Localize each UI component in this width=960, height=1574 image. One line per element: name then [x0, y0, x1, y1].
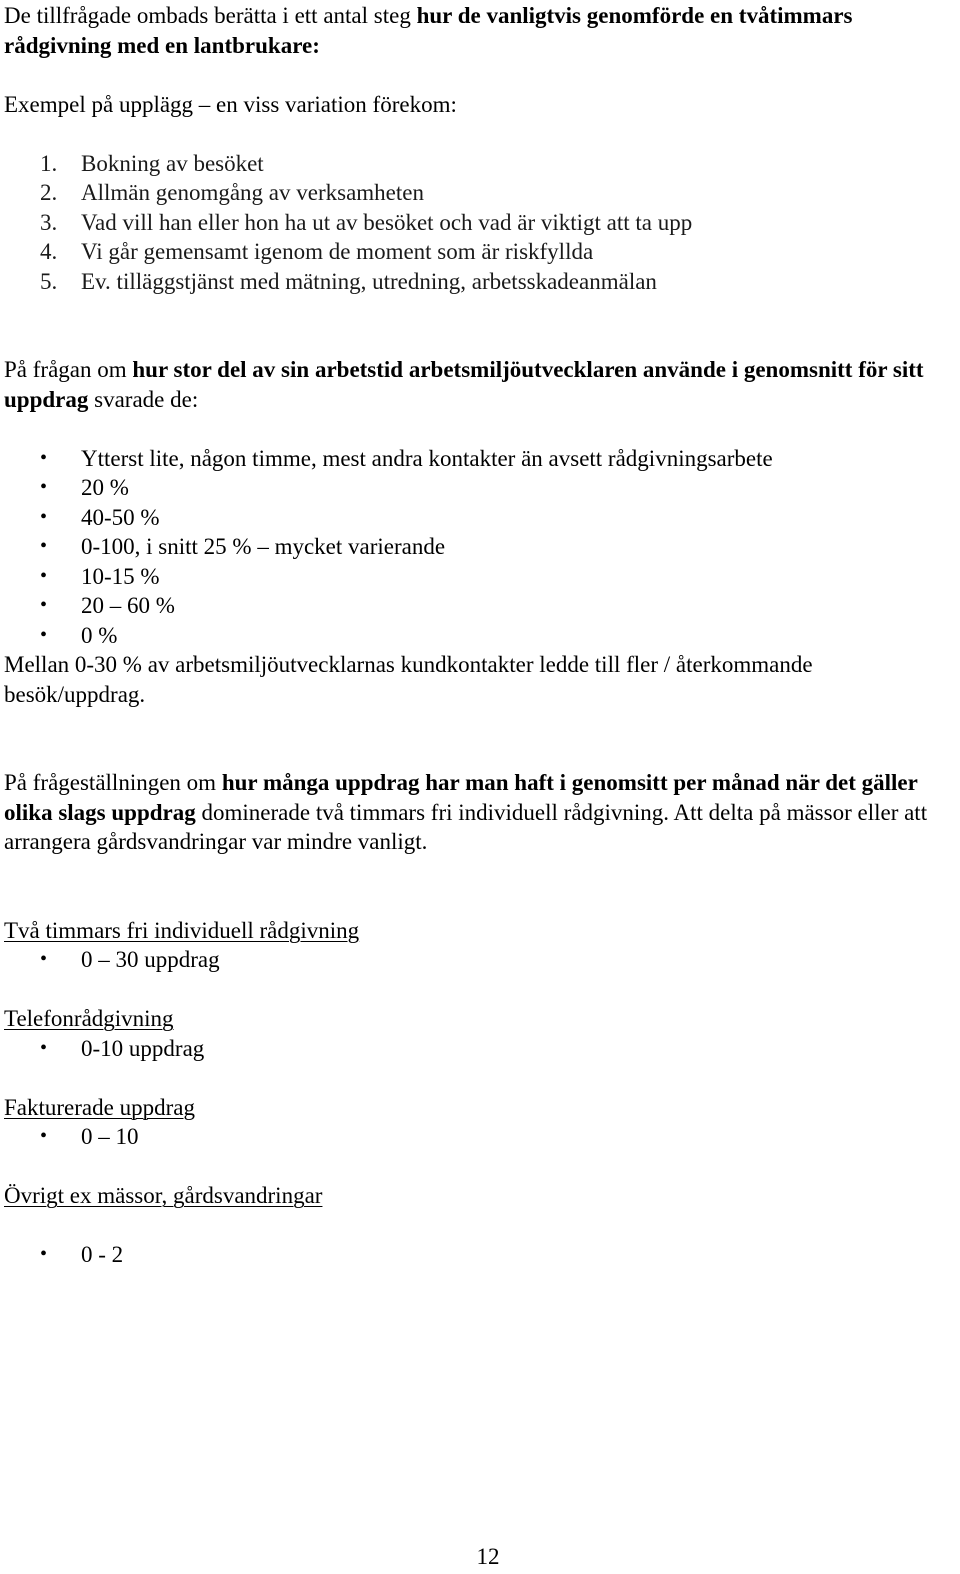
list-item: [4, 562, 956, 592]
document-page: [4, 1, 956, 1270]
list-text: 10-15 %: [81, 563, 160, 589]
category-list: [4, 945, 956, 975]
list-item: [4, 532, 956, 562]
category-list: [4, 1034, 956, 1064]
bullet-icon: •: [40, 1125, 48, 1147]
question2-tail: svarade de:: [88, 386, 199, 412]
question3-paragraph: [4, 768, 956, 857]
bullet-icon: •: [40, 564, 48, 587]
category-list: [4, 1122, 956, 1152]
question2-lead: På frågan om: [4, 357, 133, 382]
list-item: [4, 208, 956, 238]
list-item: [4, 503, 956, 533]
category-heading: Två timmars fri individuell rådgivning: [4, 917, 360, 943]
steps-list: [4, 149, 956, 297]
list-number: 5.: [40, 268, 58, 294]
list-item: [4, 237, 956, 267]
list-text: Vad vill han eller hon ha ut av besöket och vad är viktigt att ta upp: [81, 209, 693, 235]
question2-bold: hur stor del av sin arbetstid arbetsmiljöutvecklaren använde i genomsnitt för sitt uppdrag: [4, 357, 924, 412]
list-text: 0 – 30 uppdrag: [81, 947, 220, 972]
question2-paragraph: [4, 355, 956, 414]
list-item: [4, 473, 956, 503]
list-text: Vi går gemensamt igenom de moment som är riskfyllda: [81, 239, 594, 264]
answers-list: [4, 444, 956, 651]
list-text: Allmän genomgång av verksamheten: [81, 180, 424, 205]
list-item: [4, 267, 956, 297]
list-text: 40-50 %: [81, 504, 160, 530]
intro-paragraph: [4, 1, 956, 60]
category-list: [4, 1240, 956, 1270]
list-text: 20 %: [81, 475, 129, 500]
list-text: 0 %: [81, 622, 118, 648]
intro-lead: De tillfrågade ombads berätta i ett antal steg: [4, 3, 417, 28]
list-item: [4, 591, 956, 621]
list-number: 3.: [40, 209, 58, 235]
bullet-icon: •: [40, 476, 48, 498]
bullet-icon: •: [40, 505, 48, 528]
question3-tail: dominerade två timmars fri individuell rådgivning. Att delta på mässor eller att arrangera gårdsvandringar var mindre vanligt.: [4, 799, 928, 854]
list-number: 2.: [40, 180, 58, 205]
example-label: Exempel på upplägg – en viss variation förekom:: [4, 91, 457, 117]
list-number: 1.: [40, 150, 58, 176]
list-item: [4, 1240, 956, 1270]
list-text: Ytterst lite, någon timme, mest andra kontakter än avsett rådgivningsarbete: [81, 445, 773, 471]
list-item: [4, 1122, 956, 1152]
list-text: 0 – 10: [81, 1124, 139, 1149]
list-item: [4, 149, 956, 179]
bullet-icon: •: [40, 594, 48, 616]
page-number: 12: [476, 1544, 500, 1569]
list-item: [4, 178, 956, 208]
intro-bold: hur de vanligtvis genomförde en tvåtimmars rådgivning med en lantbrukare:: [4, 3, 853, 58]
question3-lead: På frågeställningen om: [4, 770, 222, 795]
list-item: [4, 945, 956, 975]
bullet-icon: •: [40, 623, 48, 646]
bullet-icon: •: [40, 1036, 48, 1059]
list-text: 0 - 2: [81, 1242, 124, 1267]
list-text: 20 – 60 %: [81, 593, 175, 618]
bullet-icon: •: [40, 1243, 48, 1265]
bullet-icon: •: [40, 948, 48, 970]
bullet-icon: •: [40, 535, 48, 557]
list-item: [4, 1034, 956, 1064]
category-heading: Telefonrådgivning: [4, 1006, 174, 1031]
category-heading: Övrigt ex mässor, gårdsvandringar: [4, 1183, 323, 1208]
list-number: 4.: [40, 239, 58, 264]
list-text: 0-100, i snitt 25 % – mycket varierande: [81, 534, 446, 559]
list-text: Bokning av besöket: [81, 150, 264, 176]
list-item: [4, 621, 956, 651]
list-text: Ev. tilläggstjänst med mätning, utredning, arbetsskadeanmälan: [81, 268, 657, 294]
followup-paragraph: Mellan 0-30 % av arbetsmiljöutvecklarnas kundkontakter ledde till fler / återkommande besök/uppdrag.: [4, 652, 813, 707]
list-text: 0-10 uppdrag: [81, 1035, 205, 1061]
question3-bold: hur många uppdrag har man haft i genomsitt per månad när det gäller olika slags uppdrag: [4, 770, 918, 825]
bullet-icon: •: [40, 446, 48, 469]
category-heading: Fakturerade uppdrag: [4, 1094, 195, 1120]
list-item: [4, 444, 956, 474]
